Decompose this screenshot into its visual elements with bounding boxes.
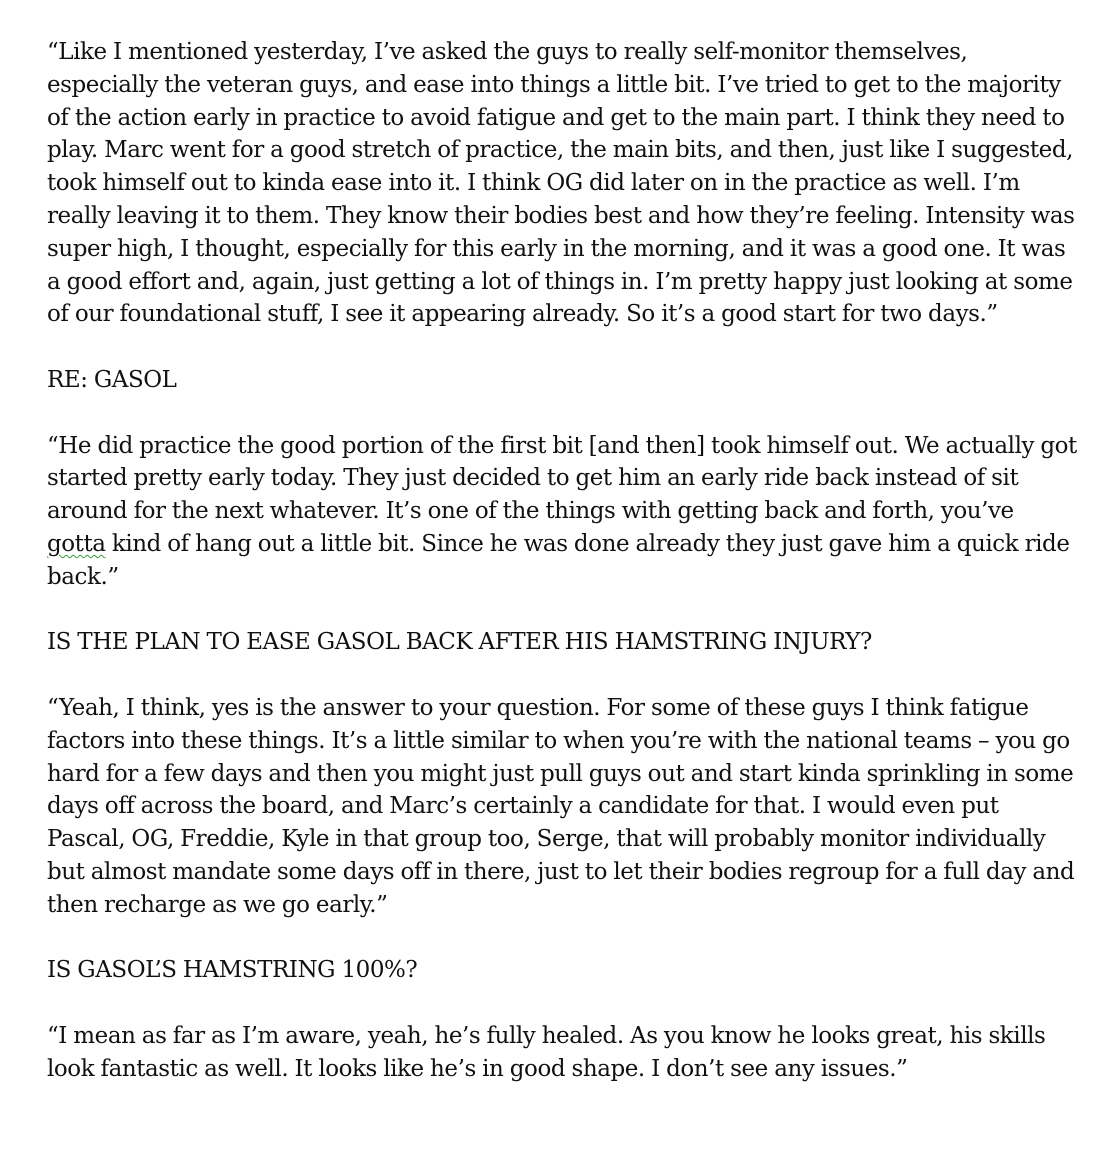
- quote-paragraph-fatigue: “Yeah, I think, yes is the answer to your question. For some of these guys I think fatigue factors into these things. It’s a little similar to when you’re with the national teams – you go hard for a few days and then you might just pull guys out and start kinda sprinkling in some days off across the board, and Marc’s certainly a candidate for that. I would even put Pascal, OG, Freddie, Kyle in that group too, Serge, that will probably monitor individually but almost mandate some days off in there, just to let their bodies regroup for a full day and then recharge as we go early.”: [47, 694, 1075, 918]
- quote-paragraph-practice: “Like I mentioned yesterday, I’ve asked the guys to really self-monitor themselves, especially the veteran guys, and ease into things a little bit. I’ve tried to get to the majority of the action early in practice to avoid fatigue and get to the main part. I think they need to play. Marc went for a good stretch of practice, the main bits, and then, just like I suggested, took himself out to kinda ease into it. I think OG did later on in the practice as well. I’m really leaving it to them. They know their bodies best and how they’re feeling. Intensity was super high, I thought, especially for this early in the morning, and it was a good one. It was a good effort and, again, just getting a lot of things in. I’m pretty happy just looking at some of our foundational stuff, I see it appearing already. So it’s a good start for two days.”: [47, 39, 1075, 328]
- quote-paragraph-gasol: [47, 430, 1077, 594]
- quote-text-segment: “He did practice the good portion of the first bit [and then] took himself out. We actually got started pretty early today. They just decided to get him an early ride back instead of sit around for the next whatever. It’s one of the things with getting back and forth, you’ve: [47, 432, 1077, 525]
- spellcheck-flagged-word[interactable]: gotta: [47, 530, 106, 557]
- document-body: [47, 36, 1077, 1086]
- quote-paragraph-healed: “I mean as far as I’m aware, yeah, he’s fully healed. As you know he looks great, his skills look fantastic as well. It looks like he’s in good shape. I don’t see any issues.”: [47, 1022, 1046, 1082]
- question-heading-ease-back: IS THE PLAN TO EASE GASOL BACK AFTER HIS HAMSTRING INJURY?: [47, 629, 872, 656]
- question-heading-gasol: RE: GASOL: [47, 366, 177, 393]
- quote-text-segment: kind of hang out a little bit. Since he was done already they just gave him a quick ride back.”: [47, 530, 1070, 590]
- question-heading-hamstring: IS GASOL’S HAMSTRING 100%?: [47, 957, 418, 984]
